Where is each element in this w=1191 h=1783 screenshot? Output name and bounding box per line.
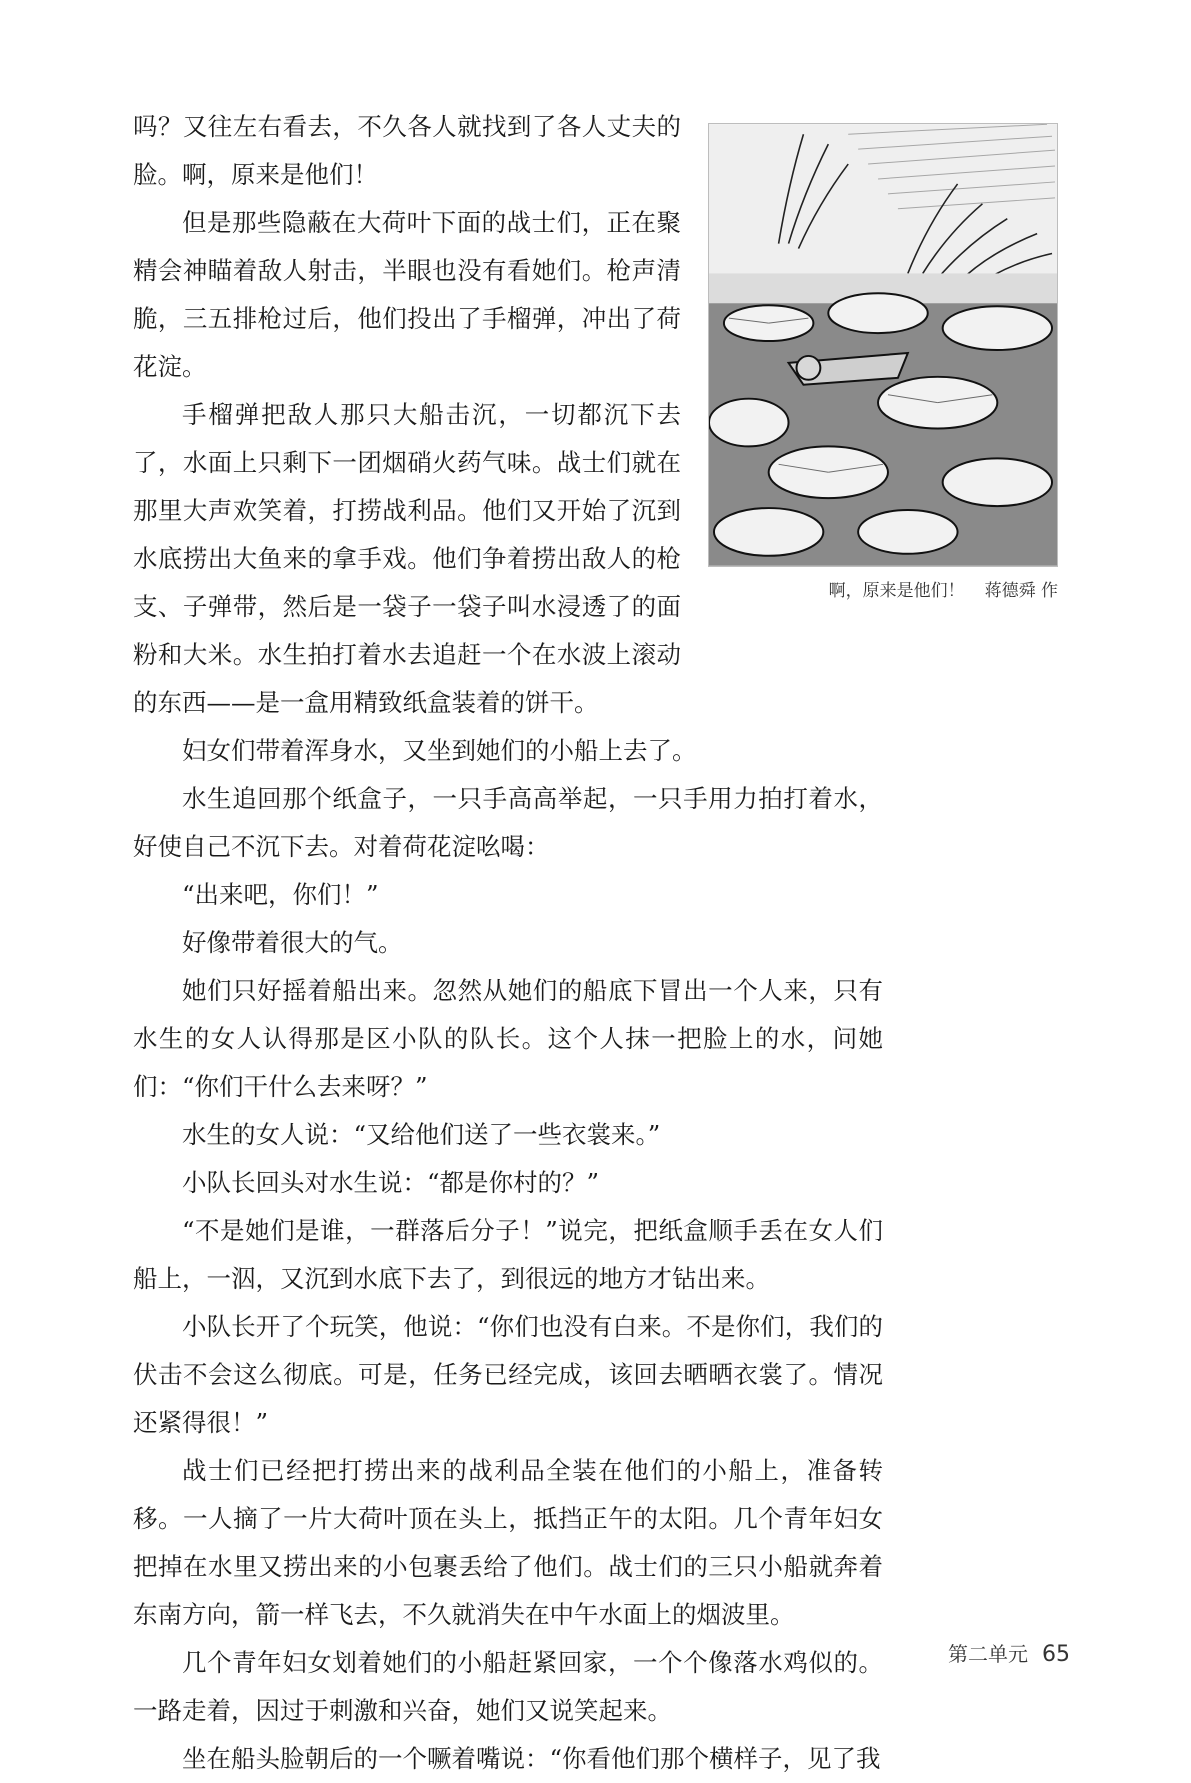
paragraph: 几个青年妇女划着她们的小船赶紧回家，一个个像落水鸡似的。一路走着，因过于刺激和兴奋，她们又说笑起来。	[133, 1648, 883, 1725]
paragraph: 水生的女人说：“又给他们送了一些衣裳来。”	[182, 1120, 661, 1149]
paragraph: 水生追回那个纸盒子，一只手高高举起，一只手用力拍打着水，好使自己不沉下去。对着荷花淀吆喝：	[133, 784, 883, 861]
paragraph: “不是她们是谁，一群落后分子！”说完，把纸盒顺手丢在女人们船上，一泅，又沉到水底下去了，到很远的地方才钻出来。	[133, 1216, 883, 1293]
page-number: 65	[1042, 1642, 1070, 1667]
caption-text: 啊，原来是他们！	[828, 581, 965, 601]
page-footer	[948, 1638, 1070, 1667]
paragraph: 小队长开了个玩笑，他说：“你们也没有白来。不是你们，我们的伏击不会这么彻底。可是，任务已经完成，该回去晒晒衣裳了。情况还紧得很！”	[133, 1312, 883, 1437]
paragraph: “出来吧，你们！”	[182, 880, 379, 909]
paragraph: 小队长回头对水生说：“都是你村的？”	[182, 1168, 600, 1197]
paragraph: 战士们已经把打捞出来的战利品全装在他们的小船上，准备转移。一人摘了一片大荷叶顶在头上，抵挡正午的太阳。几个青年妇女把掉在水里又捞出来的小包裹丢给了他们。战士们的三只小船就奔着东南方向，箭一样飞去，不久就消失在中午水面上的烟波里。	[133, 1456, 883, 1629]
unit-label: 第二单元	[948, 1642, 1028, 1666]
caption-author: 蒋德舜 作	[984, 581, 1058, 601]
article-body	[133, 103, 883, 1783]
paragraph: 但是那些隐蔽在大荷叶下面的战士们，正在聚精会神瞄着敌人射击，半眼也没有看她们。枪声清脆，三五排枪过后，他们投出了手榴弹，冲出了荷花淀。	[133, 208, 681, 381]
paragraph: 吗？又往左右看去，不久各人就找到了各人丈夫的脸。啊，原来是他们！	[133, 112, 681, 189]
paragraph: 妇女们带着浑身水，又坐到她们的小船上去了。	[182, 736, 697, 765]
paragraph: 好像带着很大的气。	[182, 928, 403, 957]
paragraph: 手榴弹把敌人那只大船击沉，一切都沉下去了，水面上只剩下一团烟硝火药气味。战士们就在那里大声欢笑着，打捞战利品。他们又开始了沉到水底捞出大鱼来的拿手戏。他们争着捞出敌人的枪支、子弹带，然后是一袋子一袋子叫水浸透了的面粉和大米。水生拍打着水去追赶一个在水波上滚动的东西——是一盒用精致纸盒装着的饼干。	[133, 400, 681, 717]
paragraph: 她们只好摇着船出来。忽然从她们的船底下冒出一个人来，只有水生的女人认得那是区小队的队长。这个人抹一把脸上的水，问她们：“你们干什么去来呀？”	[133, 976, 883, 1101]
paragraph: 坐在船头脸朝后的一个噘着嘴说：“你看他们那个横样子，见了我	[182, 1744, 881, 1773]
